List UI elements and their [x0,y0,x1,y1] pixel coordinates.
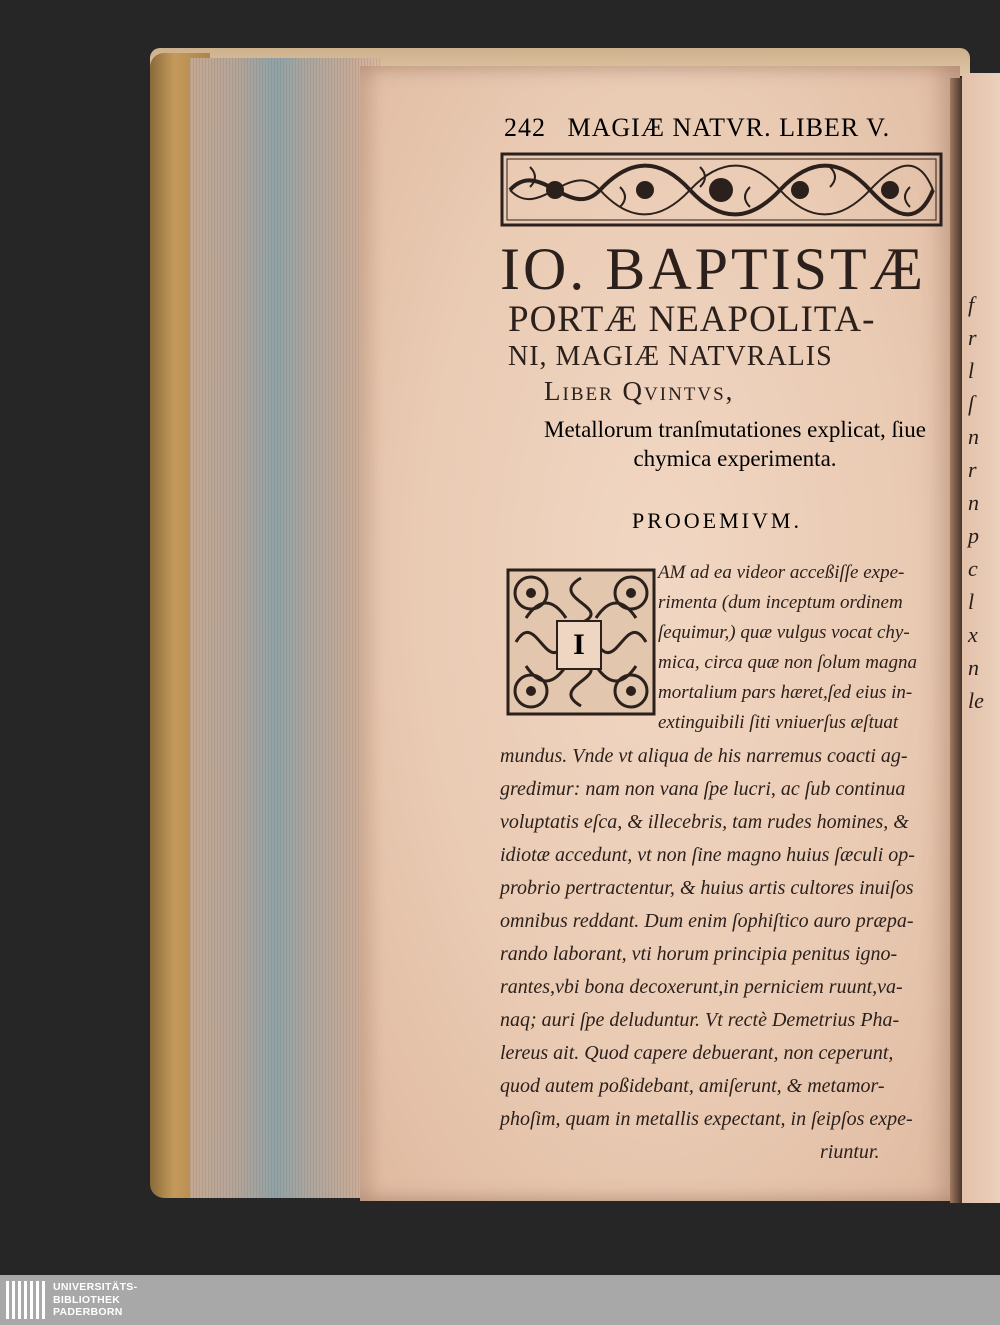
body-line: omnibus reddant. Dum enim ſophiſtico auro præpa- [500,910,914,932]
facing-page-letter: x [968,622,978,647]
body-line: riuntur. [820,1141,880,1163]
footer-bar [0,1275,1000,1325]
title-line-2: PORTÆ NEAPOLITA- [508,299,876,340]
book-title [496,238,956,408]
facing-page-letter: le [968,688,984,713]
running-head [504,113,924,143]
body-line: AM ad ea videor acceßiſſe expe- [658,562,905,583]
facing-page-letter: l [968,358,975,383]
body-line: phoſim, quam in metallis expectant, in ſeipſos expe- [500,1108,913,1130]
facing-page-letter: n [968,424,979,449]
body-line: probrio pertractentur, & huius artis cultores inuiſos [500,877,914,899]
logo-line-3: PADERBORN [53,1306,123,1318]
body-line: extinguibili ſiti vniuerſus æſtuat [658,712,899,733]
facing-page-letters [968,288,998,717]
title-line-3: NI, MAGIÆ NATVRALIS [508,341,833,372]
initial-letter: I [556,620,602,670]
chapter-subtitle [510,415,960,473]
facing-page-letter: ſ [968,391,975,416]
title-line-1: IO. BAPTISTÆ [500,236,927,302]
body-line: lereus ait. Quod capere debuerant, non ceperunt, [500,1042,894,1064]
page-number: 242 [504,113,546,142]
body-line: rando laborant, vti horum principia penitus igno- [500,943,898,965]
library-logo-icon [6,1281,46,1319]
facing-page-letter: p [968,523,979,548]
title-line-4: Liber Qvintvs, [544,376,735,406]
body-line: rimenta (dum inceptum ordinem [658,592,903,613]
ornamental-headpiece [500,152,943,227]
body-line: mortalium pars hæret,ſed eius in- [658,682,913,703]
body-line: quod autem poßidebant, amiſerunt, & metamor- [500,1075,885,1097]
body-line: mundus. Vnde vt aliqua de his narremus coacti ag- [500,745,908,767]
logo-line-2: BIBLIOTHEK [53,1293,121,1306]
facing-page-letter: l [968,589,975,614]
body-line: ſequimur,) quæ vulgus vocat chy- [658,622,910,643]
subtitle-line-2: chymica experimenta. [633,446,837,471]
body-line: naq; auri ſpe deluduntur. Vt rectè Demetrius Pha- [500,1009,900,1031]
body-line: voluptatis eſca, & illecebris, tam rudes homines, & [500,811,909,833]
body-line: gredimur: nam non vana ſpe lucri, ac ſub continua [500,778,906,800]
logo-line-1: UNIVERSITÄTS- [53,1281,138,1293]
library-logo-text [53,1281,137,1319]
facing-page-letter: c [968,556,978,581]
facing-page-letter: f [968,292,975,317]
subtitle-line-1: Metallorum tranſmutationes explicat, ſiue [544,417,926,442]
body-line: mica, circa quæ non ſolum magna [658,652,917,673]
page-stack-edge [190,58,380,1198]
running-title: MAGIÆ NATVR. LIBER V. [567,113,891,142]
facing-page-letter: r [968,457,977,482]
body-line: rantes,vbi bona decoxerunt,in perniciem ruunt,va- [500,976,903,998]
section-heading: PROOEMIVM. [632,508,802,533]
facing-page-letter: r [968,325,977,350]
facing-page-letter: n [968,490,979,515]
body-line: idiotæ accedunt, vt non ſine magno huius ſæculi op- [500,844,915,866]
facing-page-letter: n [968,655,979,680]
